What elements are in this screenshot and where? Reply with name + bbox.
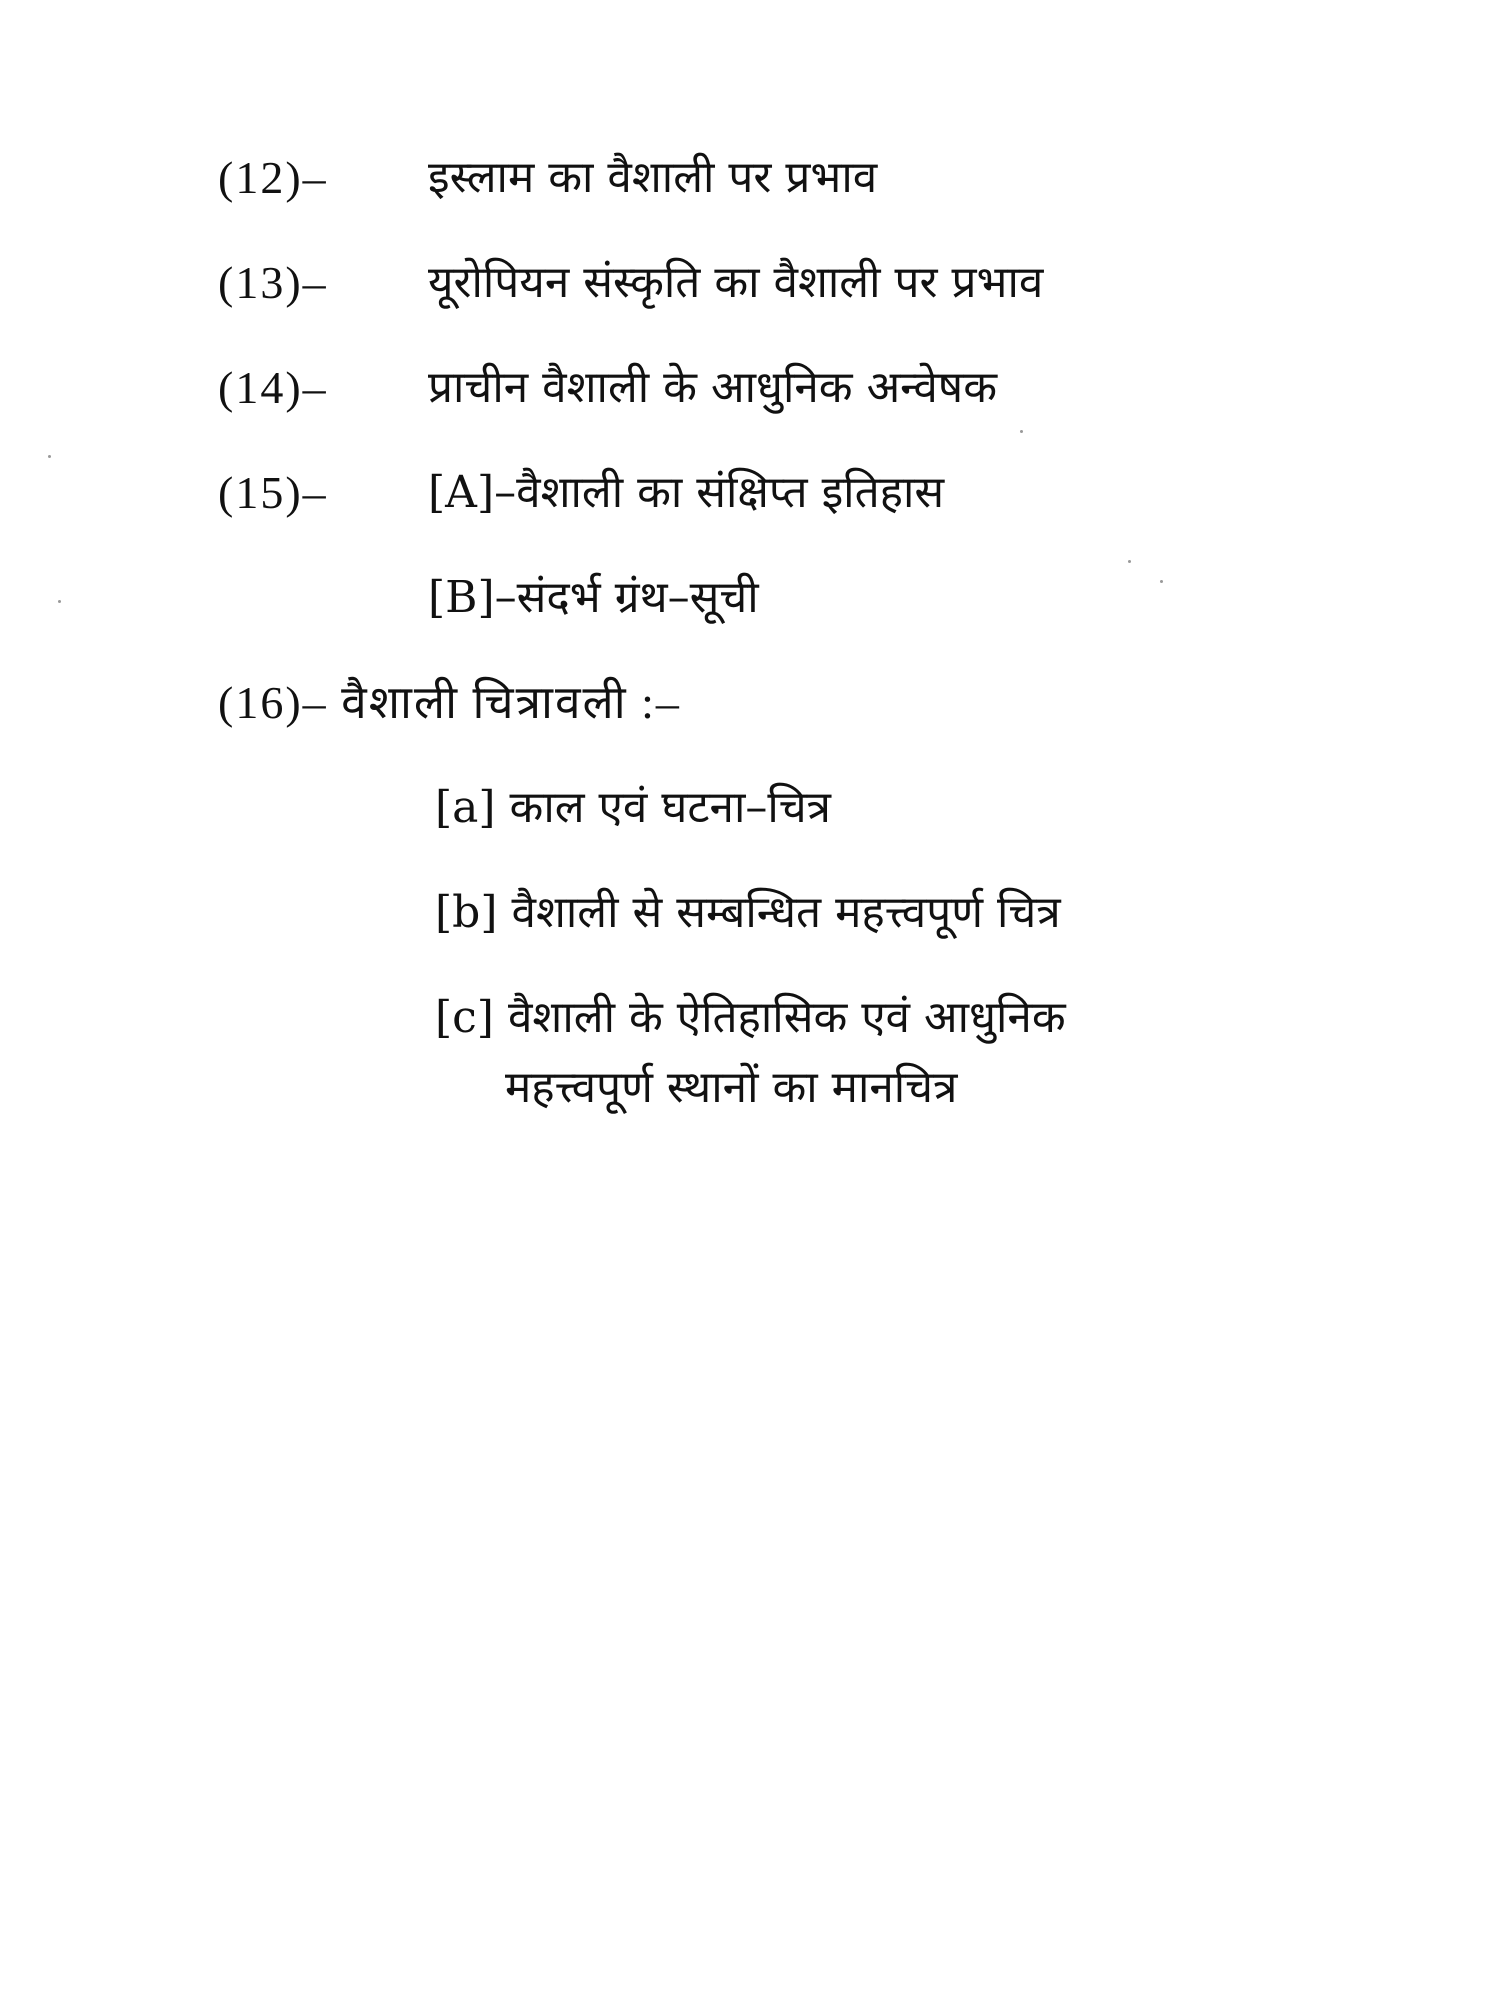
subitem-b: [b] वैशाली से सम्बन्धित महत्त्वपूर्ण चित्र [435,887,1061,938]
item-12-text: इस्लाम का वैशाली पर प्रभाव [428,152,878,203]
item-16-heading: (16)– वैशाली चित्रावली :– [218,677,681,728]
subitem-c: [c] वैशाली के ऐतिहासिक एवं आधुनिक [435,992,1066,1043]
subitem-a: [a] काल एवं घटना–चित्र [435,782,831,833]
item-13-text: यूरोपियन संस्कृति का वैशाली पर प्रभाव [428,257,1044,308]
item-15-text: [A]–वैशाली का संक्षिप्त इतिहास [428,467,945,518]
scan-speck [1160,580,1163,583]
item-14-text: प्राचीन वैशाली के आधुनिक अन्वेषक [428,362,998,413]
item-14-number: (14)– [218,362,328,413]
item-13-number: (13)– [218,257,328,308]
scan-speck [1020,430,1023,433]
item-12-number: (12)– [218,152,328,203]
subitem-c-continuation: महत्त्वपूर्ण स्थानों का मानचित्र [505,1062,958,1113]
scan-speck [1128,560,1131,563]
item-15-number: (15)– [218,467,328,518]
item-15-subtext: [B]–संदर्भ ग्रंथ–सूची [428,572,759,623]
scan-speck [48,455,51,458]
scan-speck [58,600,61,603]
